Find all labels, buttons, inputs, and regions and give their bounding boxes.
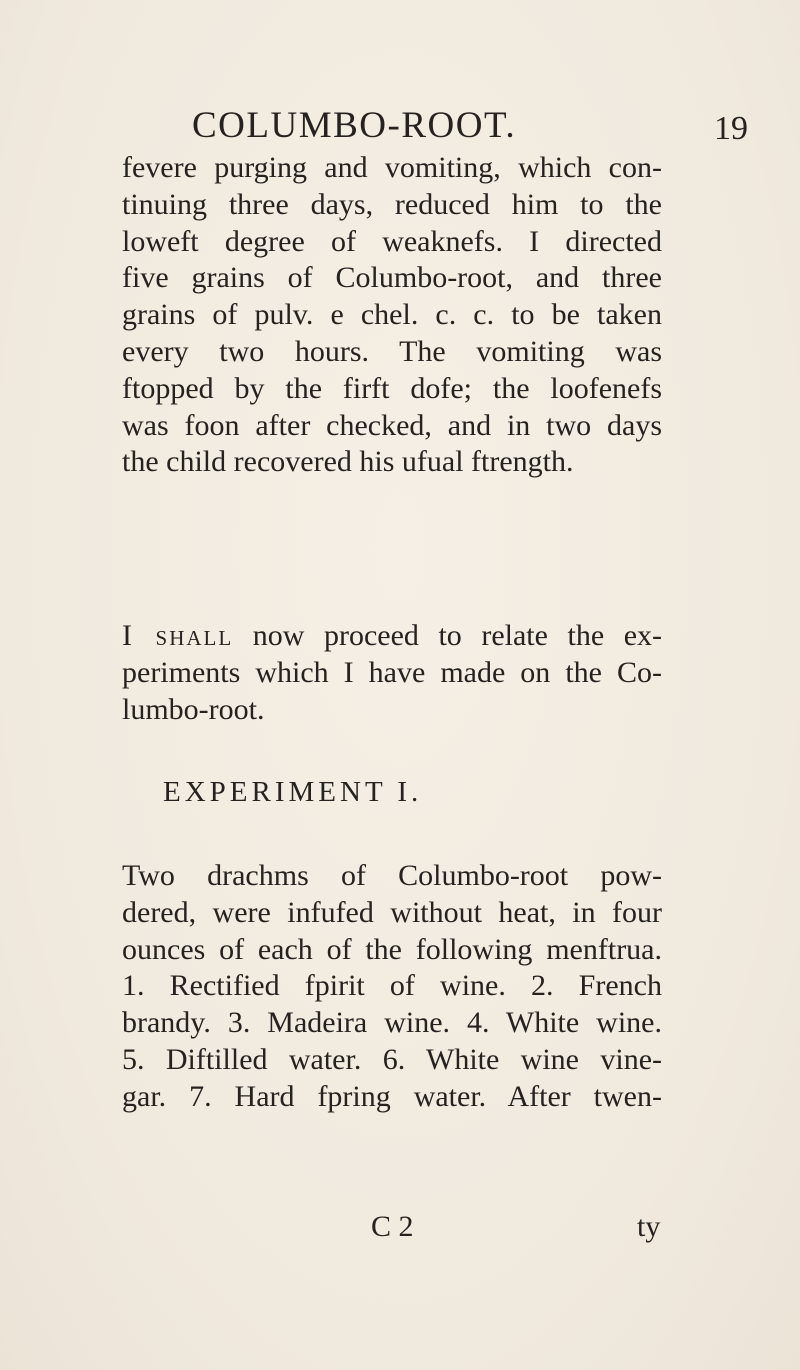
text-line: lumbo-root. <box>122 692 265 726</box>
text-line <box>122 858 662 895</box>
page-number: 19 <box>714 110 748 147</box>
text-line <box>122 618 662 655</box>
text-line: ftopped by the firft dofe; the loofenefs <box>122 371 662 405</box>
text-line: gar. 7. Hard fpring water. After twen- <box>122 1079 662 1113</box>
text-line: fevere purging and vomiting, which con- <box>122 151 662 184</box>
text-fragment: drachms of Columbo-root pow- <box>174 859 662 892</box>
text-line: 1. Rectified fpirit of wine. 2. French <box>122 969 662 1003</box>
text-line: loweft degree of weaknefs. I directed <box>122 224 662 258</box>
text-line: periments which I have made on the Co- <box>122 655 662 689</box>
signature-mark: C 2 <box>371 1210 414 1243</box>
text-line: dered, were infufed without heat, in four <box>122 895 662 929</box>
text-line: every two hours. The vomiting was <box>122 334 662 368</box>
catchword: ty <box>637 1210 661 1243</box>
text-line: brandy. 3. Madeira wine. 4. White wine. <box>122 1006 662 1040</box>
lead-word: Two <box>122 859 175 892</box>
text-line: grains of pulv. e chel. c. c. to be taken <box>122 298 662 332</box>
running-head: COLUMBO-ROOT. <box>192 105 517 146</box>
paragraph-3 <box>122 858 662 1116</box>
paragraph-1 <box>122 150 662 481</box>
lead-word: I shall <box>122 619 234 652</box>
paragraph-2 <box>122 618 662 728</box>
text-line: five grains of Columbo-root, and three <box>122 261 662 295</box>
text-line: 5. Diftilled water. 6. White wine vine- <box>122 1042 662 1076</box>
text-line: was foon after checked, and in two days <box>122 408 662 442</box>
section-heading: EXPERIMENT I. <box>163 776 423 808</box>
text-line: ounces of each of the following menftrua. <box>122 932 662 966</box>
text-line: the child recovered his ufual ftrength. <box>122 445 574 479</box>
text-line: tinuing three days, reduced him to the <box>122 187 662 221</box>
text-fragment: now proceed to relate the ex- <box>233 619 663 652</box>
